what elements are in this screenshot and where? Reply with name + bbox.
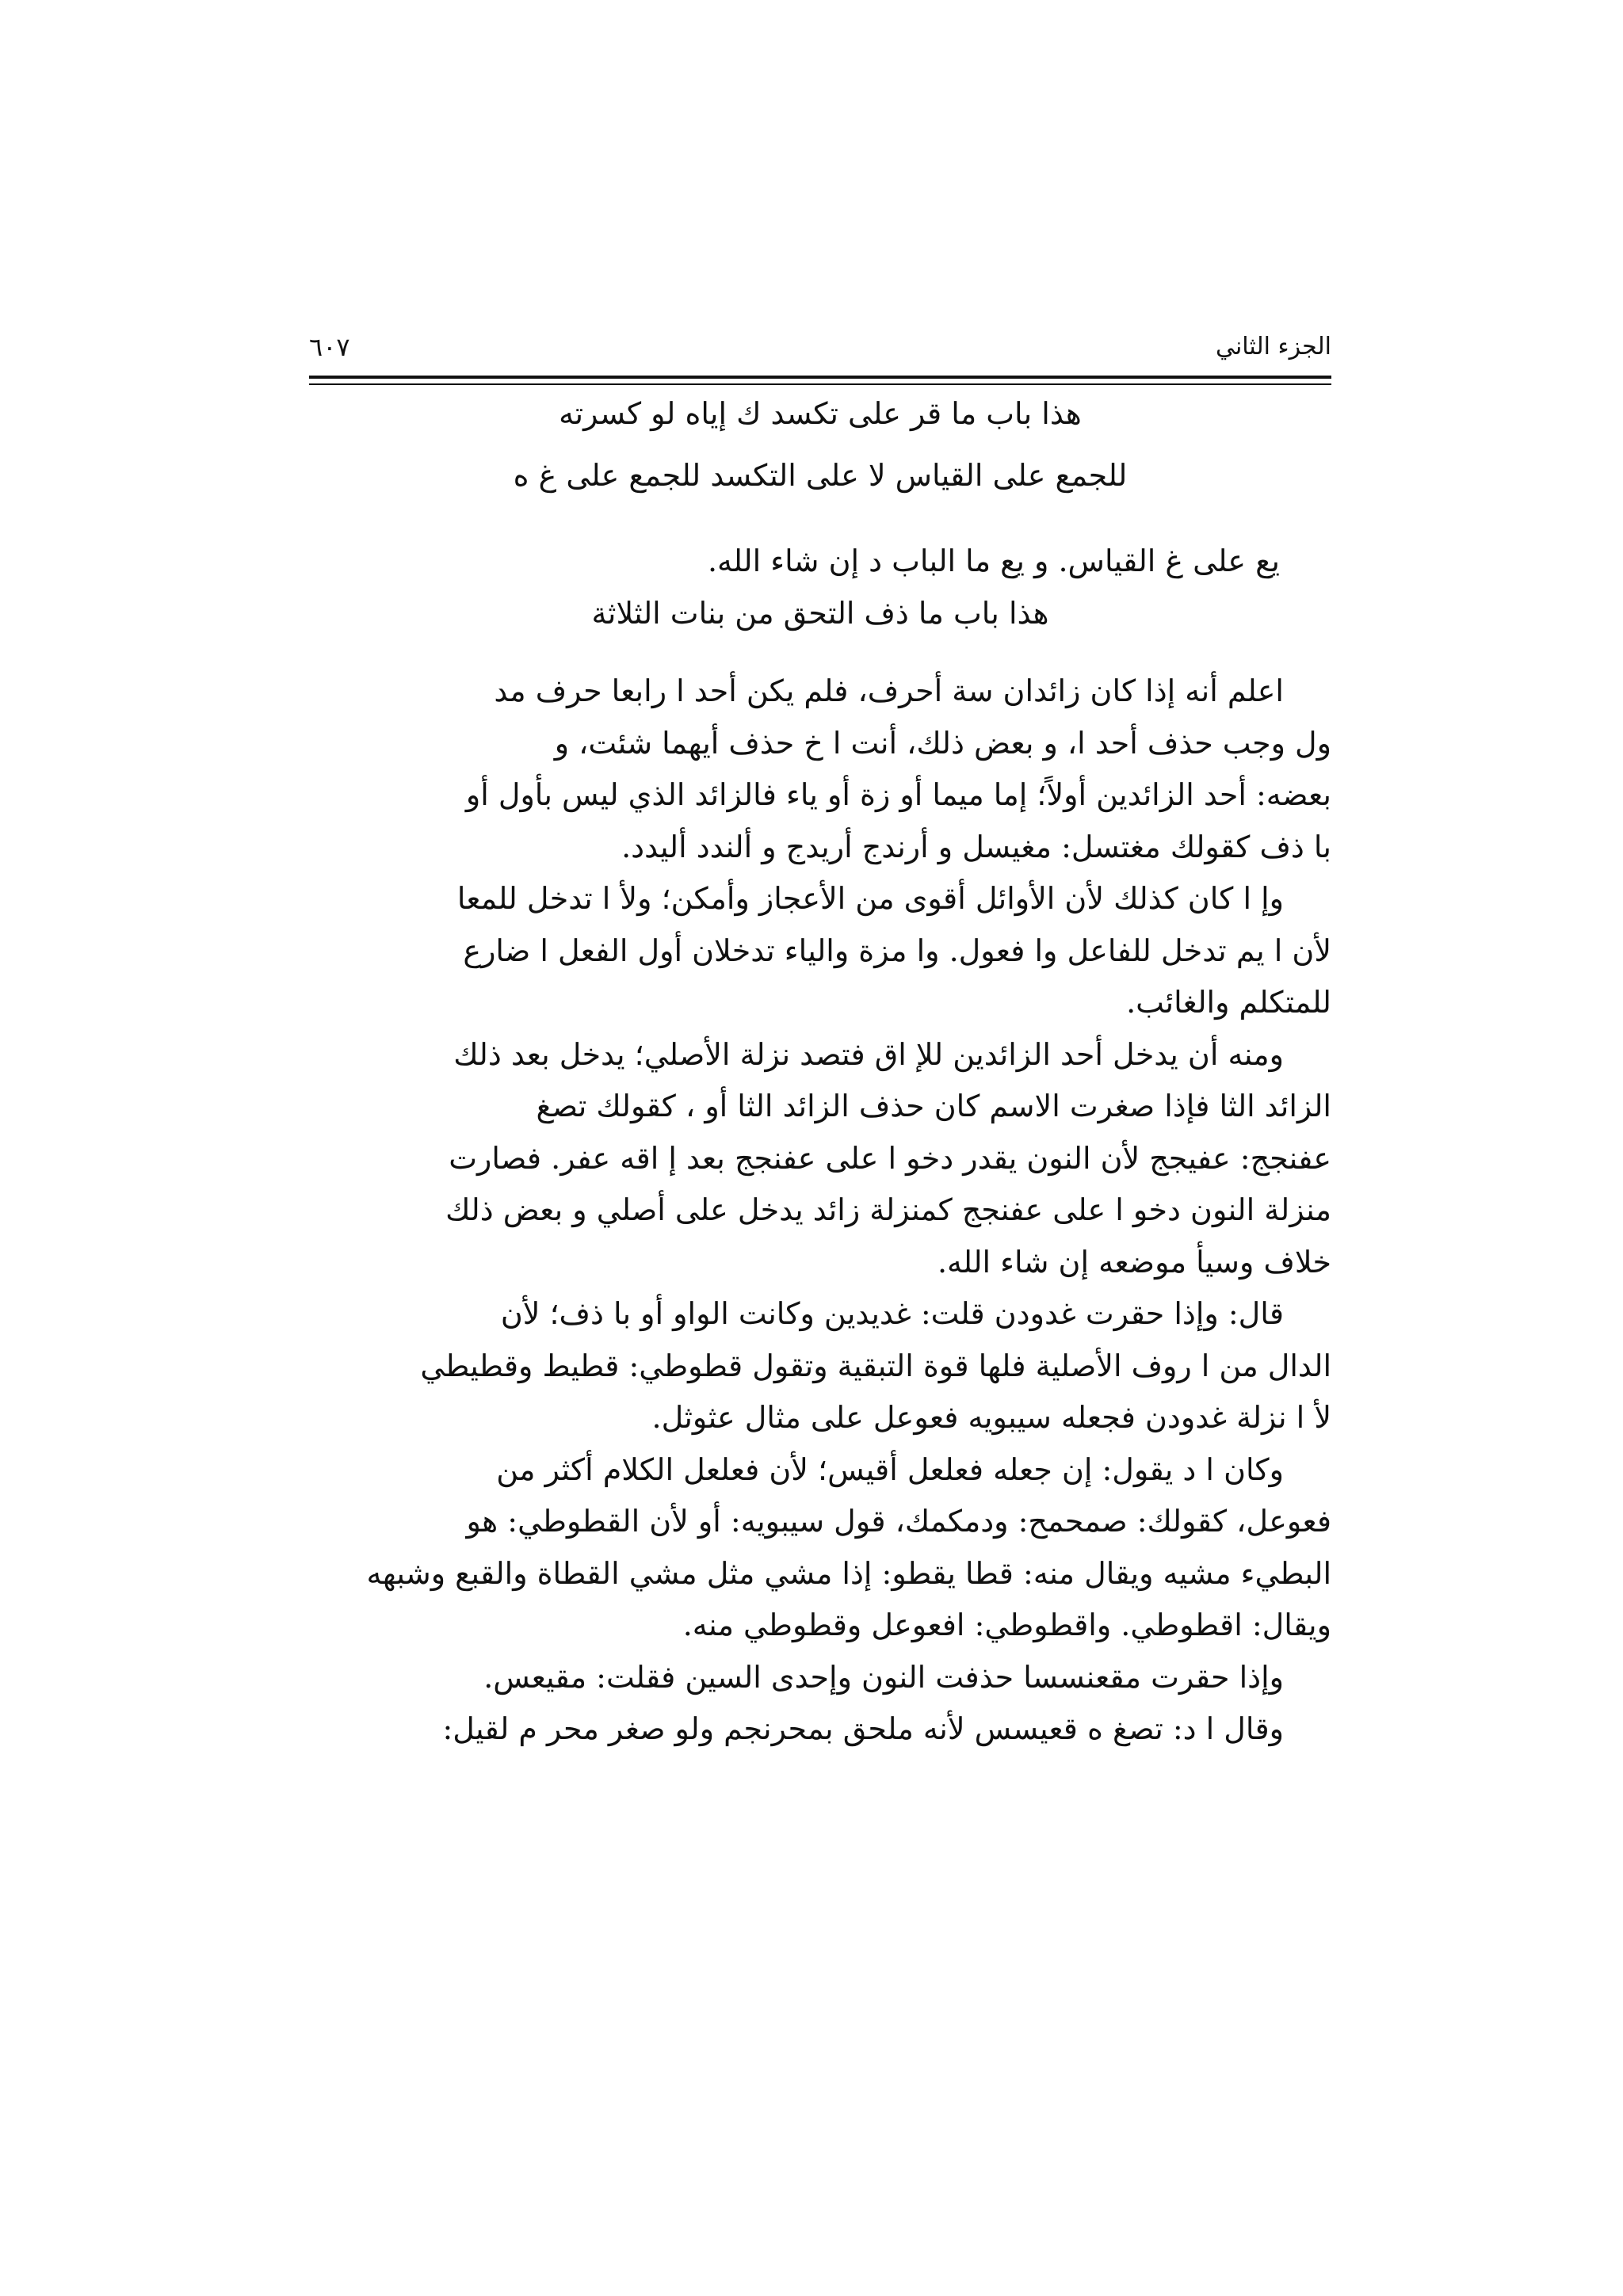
body-line: لأن ا يم تدخل للفاعل وا فعول. وا مزة والياء تدخلان أول الفعل ا ضارع xyxy=(463,933,1331,968)
body-line: وقال ا د: تصغ ه قعيسس لأنه ملحق بمحرنجم ولو صغر محر م لقيل: xyxy=(442,1711,1284,1746)
body-line: عفنجج: عفيجج لأن النون يقدر دخو ا على عفنجج بعد إ اقه عفر. فصارت xyxy=(449,1140,1331,1176)
running-head: الجزء الثاني xyxy=(1215,333,1331,360)
body-line: وكان ا د يقول: إن جعله فعلعل أقيس؛ لأن فعلعل الكلام أكثر من xyxy=(496,1451,1284,1487)
body-line: قال: وإذا حقرت غدودن قلت: غديدين وكانت الواو أو با ذف؛ لأن xyxy=(500,1296,1284,1331)
body-line: الزائد الثا فإذا صغرت الاسم كان حذف الزائد الثا أو ، كقولك تصغ xyxy=(536,1089,1331,1123)
body-line: لأ ا نزلة غدودن فجعله سيبويه فعوعل على مثال عثوثل. xyxy=(651,1400,1331,1435)
body-line: خلاف وسيأ موضعه إن شاء الله. xyxy=(937,1244,1331,1280)
body-line: البطيء مشيه ويقال منه: قطا يقطو: إذا مشي مثل مشي القطاة والقبع وشبهه xyxy=(366,1555,1331,1591)
body-line: ومنه أن يدخل أحد الزائدين للإ اق فتصد نزلة الأصلي؛ يدخل بعد ذلك xyxy=(453,1036,1284,1072)
chapter-heading-line-1: هذا باب ما قر على تكسد ك إياه لو كسرته xyxy=(559,396,1082,431)
body-line: منزلة النون دخو ا على عفنجج كمنزلة زائد يدخل على أصلي و بعض ذلك xyxy=(445,1192,1331,1227)
section-heading: هذا باب ما ذف التحق من بنات الثلاثة xyxy=(591,596,1049,631)
page-number: ٦٠٧ xyxy=(309,332,350,362)
body-text xyxy=(309,666,1331,1756)
body-line: با ذف كقولك مغتسل: مغيسل و أرندج أريدج و ألندد أليدد. xyxy=(621,829,1331,864)
body-line: فعوعل، كقولك: صمحمح: ودمكمك، قول سيبويه: أو لأن القطوطي: هو xyxy=(466,1504,1331,1539)
body-line: بعضه: أحد الزائدين أولاً؛ إما ميما أو زة أو ياء فالزائد الذي ليس بأول أو xyxy=(465,777,1331,812)
body-line: الدال من ا روف الأصلية فلها قوة التبقية وتقول قطوطي: قطيط وقطيطي xyxy=(420,1348,1331,1383)
header-rule-thick xyxy=(309,376,1331,379)
body-line: ول وجب حذف أحد ا، و بعض ذلك، أنت ا خ حذف أيهما شئت، و xyxy=(554,725,1331,761)
chapter-heading-line-2: للجمع على القياس لا على التكسد للجمع على غ ه xyxy=(513,458,1128,493)
header-rule-thin xyxy=(309,383,1331,385)
chapter-closing-line: يع على غ القياس. و يع ما الباب د إن شاء الله. xyxy=(707,543,1280,578)
body-line: وإذا حقرت مقعنسسا حذفت النون وإحدى السين فقلت: مقيعس. xyxy=(483,1659,1284,1695)
body-line: اعلم أنه إذا كان زائدان سة أحرف، فلم يكن أحد ا رابعا حرف مد xyxy=(494,673,1284,708)
body-line: وإ ا كان كذلك لأن الأوائل أقوى من الأعجاز وأمكن؛ ولأ ا تدخل للمعا xyxy=(456,881,1284,916)
body-line: ويقال: اقطوطي. واقطوطي: افعوعل وقطوطي منه. xyxy=(682,1608,1331,1642)
page-header xyxy=(309,325,1331,369)
body-line: للمتكلم والغائب. xyxy=(1126,985,1331,1020)
